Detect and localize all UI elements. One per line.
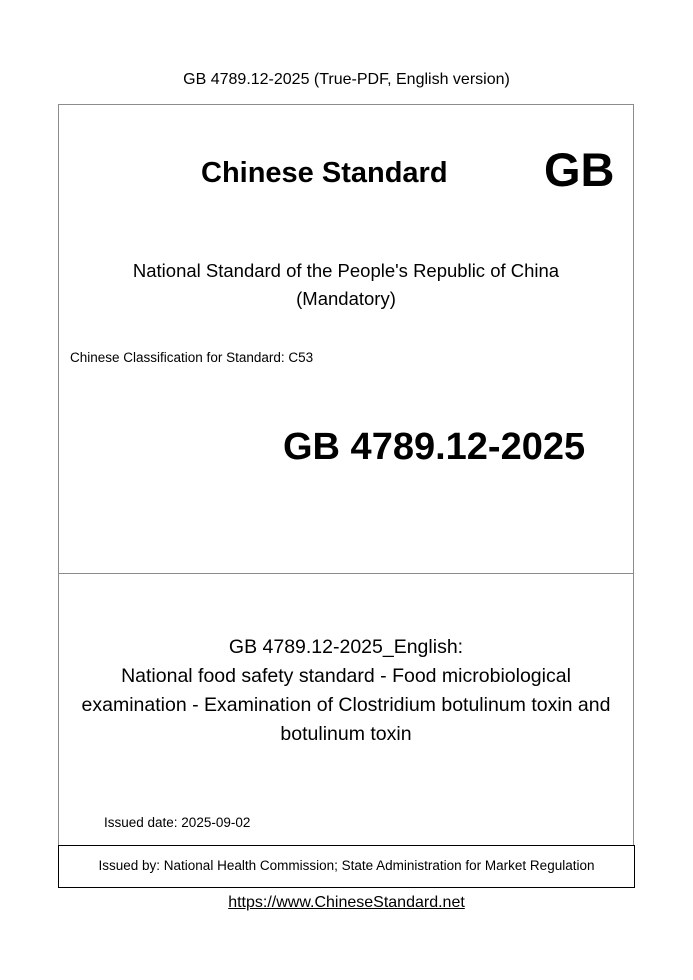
cover-title-row [58,140,634,200]
national-standard-line: National Standard of the People's Republic of China [132,260,560,281]
classification-text: Chinese Classification for Standard: C53 [70,350,314,365]
english-title-line: botulinum toxin [280,723,412,745]
english-title-block [62,633,630,749]
cover-heading: Chinese Standard [201,157,448,189]
issued-by-text: Issued by: National Health Commission; State Administration for Market Regulation [98,858,595,873]
website-link-container [0,893,693,913]
english-title-line: GB 4789.12-2025_English: [228,636,464,658]
document-header-label: GB 4789.12-2025 (True-PDF, English version) [183,71,510,88]
mandatory-label: (Mandatory) [296,288,396,309]
english-title-line: National food safety standard - Food microbiological [121,665,571,687]
standard-number: GB 4789.12-2025 [283,426,586,468]
website-link[interactable]: https://www.ChineseStandard.net [228,894,465,911]
english-title-line: examination - Examination of Clostridium botulinum toxin and [81,694,611,716]
issued-date: Issued date: 2025-09-02 [104,815,251,830]
national-standard-block [58,257,634,313]
gb-mark: GB [544,143,615,196]
